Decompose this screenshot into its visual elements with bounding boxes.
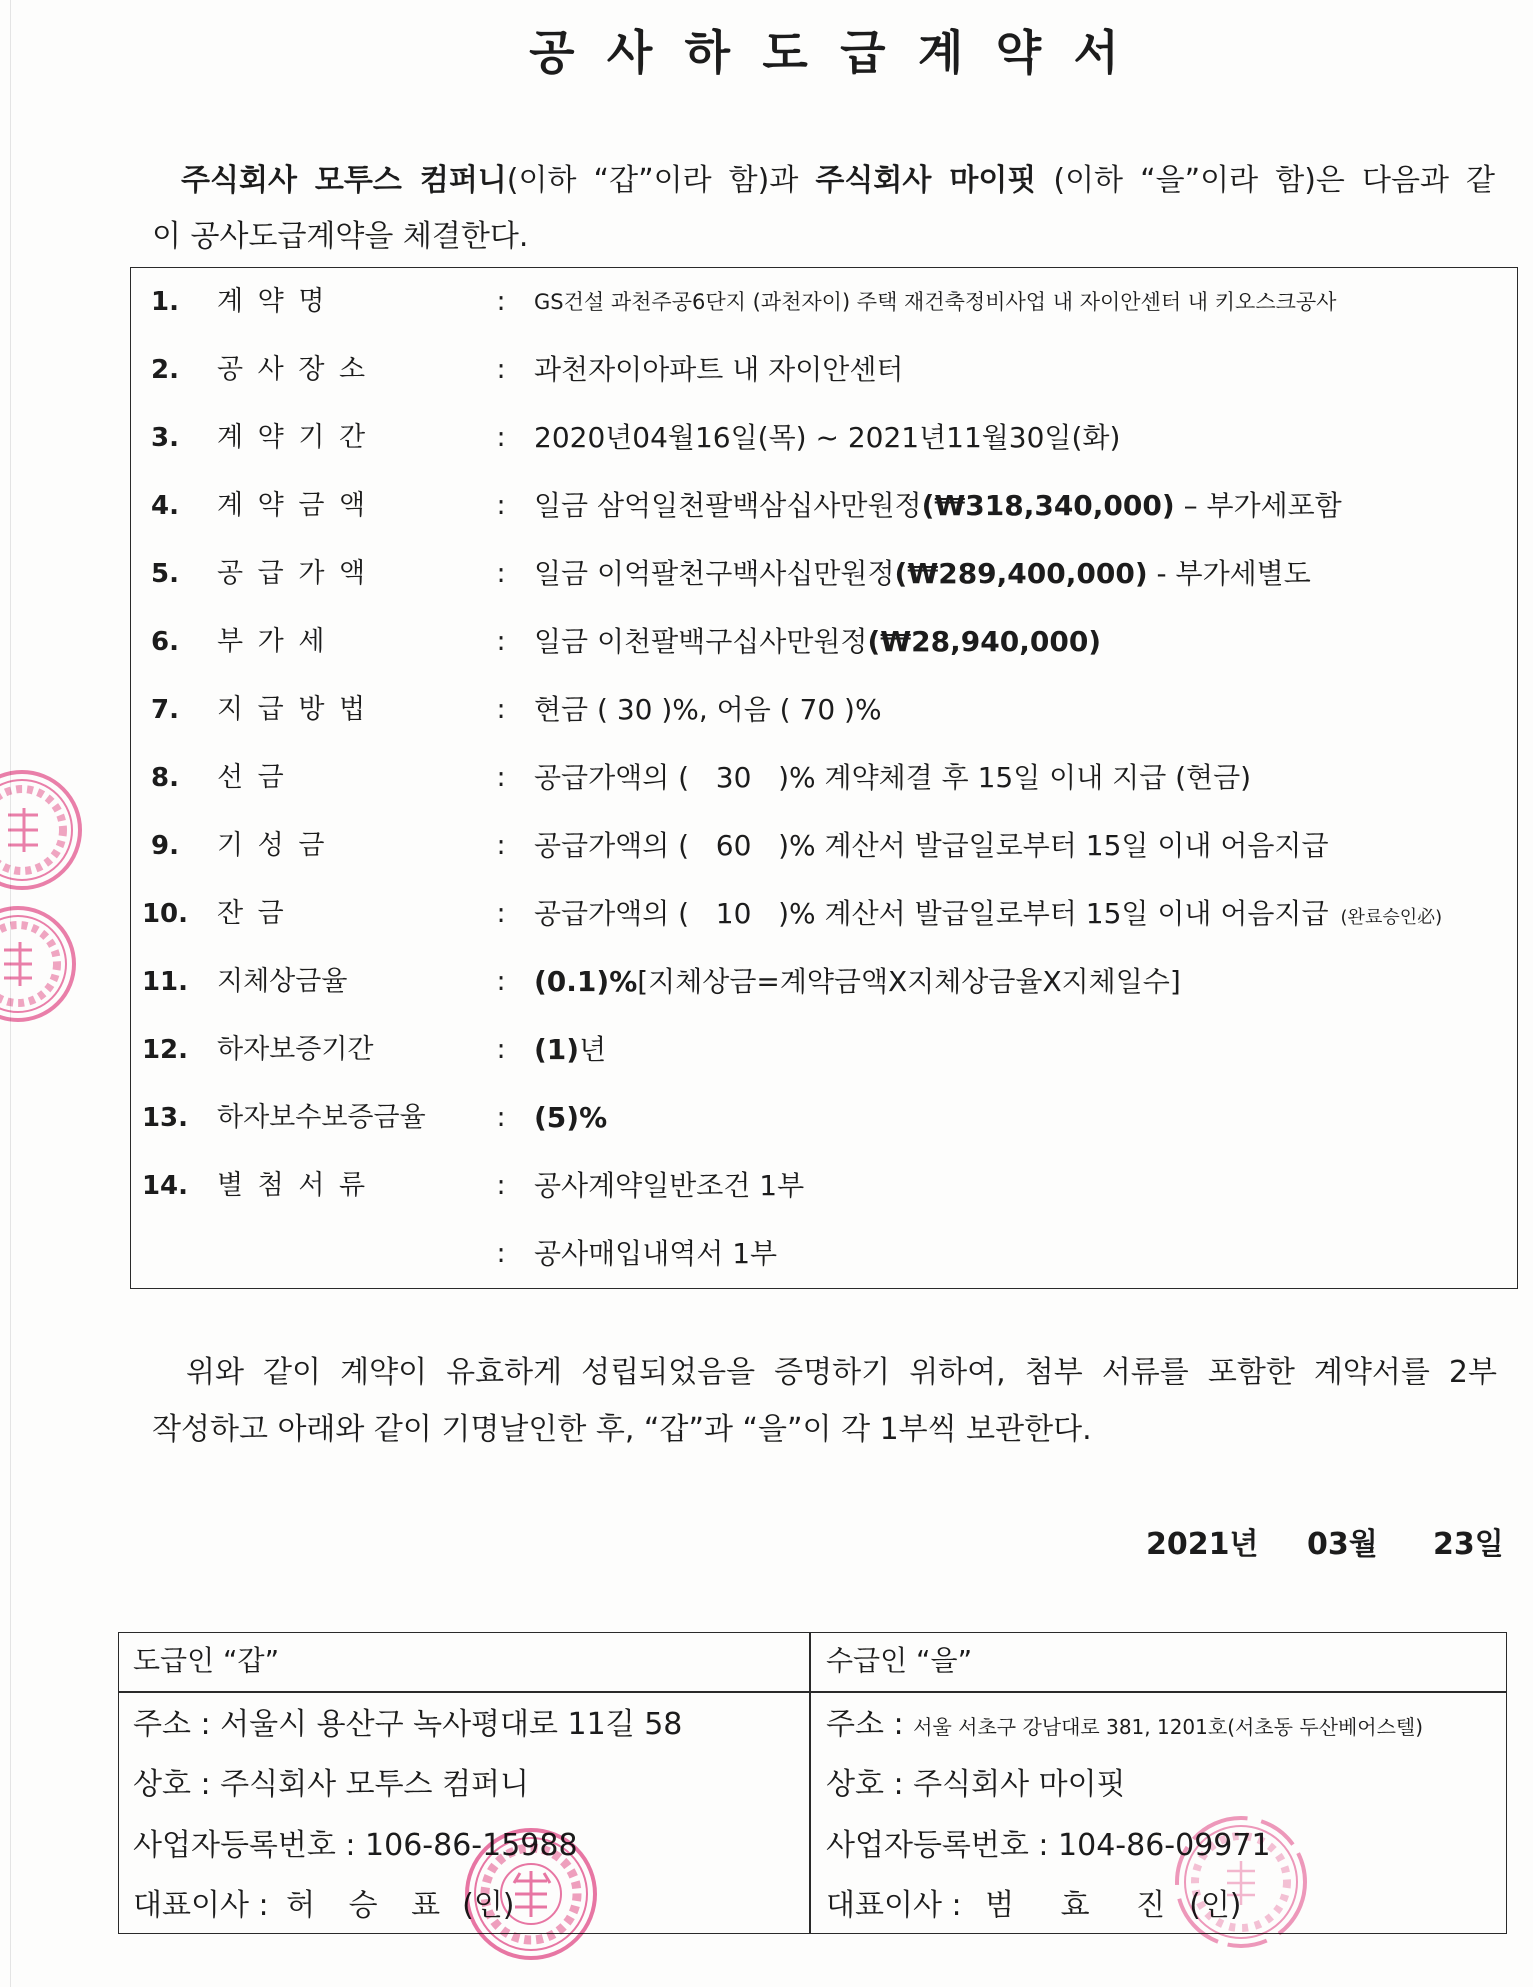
term-row-13 xyxy=(131,1084,1517,1152)
intro-line-1 xyxy=(181,158,1495,204)
term-value xyxy=(534,268,1336,336)
term-value xyxy=(534,1084,607,1152)
term-label: 부 가 세 xyxy=(217,626,325,657)
term-number: 8. xyxy=(151,763,179,793)
term-colon: : xyxy=(496,1102,506,1133)
seal-mark: (인) xyxy=(462,1888,515,1923)
term-value xyxy=(534,404,1120,472)
subcontractor-header: 수급인 “을” xyxy=(826,1644,973,1677)
term-value-text: 공사계약일반조건 1부 xyxy=(534,1169,805,1202)
term-value-text: 공급가액의 ( 10 )% 계산서 발급일로부터 15일 이내 어음지급 xyxy=(534,897,1329,930)
term-label: 기 성 금 xyxy=(217,830,325,861)
term-value-text: 과천자이아파트 내 자이안센터 xyxy=(534,353,904,386)
term-row-5 xyxy=(131,540,1517,608)
term-value xyxy=(534,608,1101,676)
term-number: 4. xyxy=(151,491,179,521)
term-value-text: GS건설 과천주공6단지 (과천자이) 주택 재건축정비사업 내 자이안센터 내 키오스크공사 xyxy=(534,290,1337,314)
term-value xyxy=(534,472,1342,540)
term-colon: : xyxy=(496,966,506,997)
intro-text-a: (이하 “갑”이라 함)과 xyxy=(506,163,816,198)
term-number: 5. xyxy=(151,559,179,589)
term-row-2 xyxy=(131,336,1517,404)
term-colon: : xyxy=(496,1170,506,1201)
term-colon: : xyxy=(496,286,506,317)
term-value-text: 일금 이천팔백구십사만원정 xyxy=(534,625,868,658)
term-value xyxy=(534,1220,777,1288)
term-value xyxy=(534,540,1311,608)
term-colon: : xyxy=(496,830,506,861)
term-number: 6. xyxy=(151,627,179,657)
term-row-4 xyxy=(131,472,1517,540)
term-label: 별 첨 서 류 xyxy=(217,1170,366,1201)
term-row-15 xyxy=(131,1220,1517,1288)
header-divider xyxy=(119,1691,1506,1693)
term-label: 공 급 가 액 xyxy=(217,558,366,589)
date-month: 03월 xyxy=(1307,1527,1378,1562)
term-value-text: 공급가액의 ( 60 )% 계산서 발급일로부터 15일 이내 어음지급 xyxy=(534,829,1329,862)
term-value-text: 2020년04월16일(목) ~ 2021년11월30일(화) xyxy=(534,421,1121,454)
term-value-text: 공급가액의 ( 30 )% 계약체결 후 15일 이내 지급 (현금) xyxy=(534,761,1252,794)
term-number: 10. xyxy=(141,899,189,929)
term-row-7 xyxy=(131,676,1517,744)
intro-text-b: (이하 “을”이라 함)은 다음과 같 xyxy=(1036,163,1495,198)
seal-center-mark xyxy=(1227,1861,1255,1905)
term-colon: : xyxy=(496,490,506,521)
term-value-text: 일금 이억팔천구백사십만원정 xyxy=(534,557,895,590)
address-label: 주소 : xyxy=(826,1707,914,1742)
term-value-period: (1) xyxy=(534,1033,580,1066)
ceo-name: 범 효 진 xyxy=(985,1888,1166,1923)
term-number: 9. xyxy=(151,831,179,861)
date-day: 23일 xyxy=(1433,1527,1504,1562)
ceo-label: 대표이사 : xyxy=(826,1888,972,1923)
seal-mark: (인) xyxy=(1189,1888,1242,1923)
term-value-rate: (5)% xyxy=(534,1101,608,1134)
term-row-1 xyxy=(131,268,1517,336)
term-value xyxy=(534,1152,804,1220)
date-year: 2021년 xyxy=(1146,1527,1259,1562)
term-value-unit: 년 xyxy=(579,1033,607,1066)
document-title: 공 사 하 도 급 계 약 서 xyxy=(529,26,1119,81)
ceo-name: 허 승 표 xyxy=(286,1888,441,1923)
term-label: 계 약 명 xyxy=(217,286,325,317)
term-label: 지체상금율 xyxy=(217,966,348,997)
party-b-name: 주식회사 마이핏 xyxy=(815,163,1037,198)
term-row-14 xyxy=(131,1152,1517,1220)
term-label: 선 금 xyxy=(217,762,284,793)
term-value-amount: (₩28,940,000) xyxy=(867,625,1102,658)
subcontractor-address xyxy=(826,1700,1423,1750)
term-label: 잔 금 xyxy=(217,898,284,929)
term-number: 1. xyxy=(151,287,179,317)
term-value-amount: (₩289,400,000) xyxy=(894,557,1148,590)
margin-seal-stamps xyxy=(0,760,90,1040)
contractor-reg-no: 사업자등록번호 : 106-86-15988 xyxy=(133,1828,578,1863)
contractor-header: 도급인 “갑” xyxy=(133,1644,280,1677)
term-label: 공 사 장 소 xyxy=(217,354,366,385)
party-a-name: 주식회사 모투스 컴퍼니 xyxy=(181,163,507,198)
margin-seal-lower xyxy=(0,908,74,1020)
term-value xyxy=(534,948,1181,1016)
term-value xyxy=(534,1016,606,1084)
term-row-8 xyxy=(131,744,1517,812)
term-row-6 xyxy=(131,608,1517,676)
term-value-suffix: – 부가세포함 xyxy=(1174,489,1342,522)
term-value xyxy=(534,676,882,744)
margin-seal-upper xyxy=(0,772,80,888)
contractor-company: 상호 : 주식회사 모투스 컴퍼니 xyxy=(133,1767,530,1802)
subcontractor-reg-no: 사업자등록번호 : 104-86-09971 xyxy=(826,1828,1271,1863)
term-row-10 xyxy=(131,880,1517,948)
contractor-ceo xyxy=(133,1881,515,1931)
term-colon: : xyxy=(496,898,506,929)
term-colon: : xyxy=(496,1034,506,1065)
term-label: 계 약 기 간 xyxy=(217,422,366,453)
term-value-note: (완료승인必) xyxy=(1340,907,1443,928)
term-label: 하자보수보증금율 xyxy=(217,1102,426,1133)
term-value-formula: [지체상금=계약금액X지체상금율X지체일수] xyxy=(637,965,1181,998)
term-colon: : xyxy=(496,694,506,725)
column-divider xyxy=(809,1633,811,1933)
term-value xyxy=(534,880,1442,948)
term-colon: : xyxy=(496,558,506,589)
seal-center-mark xyxy=(514,1871,550,1917)
term-label: 하자보증기간 xyxy=(217,1034,374,1065)
term-number: 13. xyxy=(141,1103,189,1133)
term-number: 2. xyxy=(151,355,179,385)
term-value-text: 현금 ( 30 )%, 어음 ( 70 )% xyxy=(534,693,882,726)
term-value-text: 공사매입내역서 1부 xyxy=(534,1237,778,1270)
intro-line-2: 이 공사도급계약을 체결한다. xyxy=(152,219,529,254)
term-value-amount: (₩318,340,000) xyxy=(921,489,1175,522)
address-value: 서울 서초구 강남대로 381, 1201호(서초동 두산베어스텔) xyxy=(913,1715,1424,1739)
term-colon: : xyxy=(496,1238,506,1269)
company-seal-contractor xyxy=(460,1823,602,1965)
contractor-address: 주소 : 서울시 용산구 녹사평대로 11길 58 xyxy=(133,1707,683,1742)
term-value xyxy=(534,744,1251,812)
contract-terms-table xyxy=(130,267,1518,1289)
term-label: 지 급 방 법 xyxy=(217,694,366,725)
term-number: 14. xyxy=(141,1171,189,1201)
ceo-label: 대표이사 : xyxy=(133,1888,279,1923)
term-value xyxy=(534,336,903,404)
term-value-text: 일금 삼억일천팔백삼십사만원정 xyxy=(534,489,922,522)
term-label: 계 약 금 액 xyxy=(217,490,366,521)
term-colon: : xyxy=(496,354,506,385)
term-number: 7. xyxy=(151,695,179,725)
subcontractor-company: 상호 : 주식회사 마이핏 xyxy=(826,1767,1126,1802)
term-row-12 xyxy=(131,1016,1517,1084)
company-seal-subcontractor xyxy=(1170,1811,1312,1953)
term-colon: : xyxy=(496,626,506,657)
closing-line-2: 작성하고 아래와 같이 기명날인한 후, “갑”과 “을”이 각 1부씩 보관한다. xyxy=(152,1412,1092,1447)
term-row-11 xyxy=(131,948,1517,1016)
term-number: 12. xyxy=(141,1035,189,1065)
term-value xyxy=(534,812,1329,880)
term-row-3 xyxy=(131,404,1517,472)
term-row-9 xyxy=(131,812,1517,880)
term-colon: : xyxy=(496,422,506,453)
term-value-suffix: - 부가세별도 xyxy=(1147,557,1311,590)
term-colon: : xyxy=(496,762,506,793)
term-number: 11. xyxy=(141,967,189,997)
term-number: 3. xyxy=(151,423,179,453)
term-value-rate: (0.1)% xyxy=(534,965,638,998)
closing-line-1: 위와 같이 계약이 유효하게 성립되었음을 증명하기 위하여, 첨부 서류를 포함한 계약서를 2부 xyxy=(186,1355,1497,1390)
